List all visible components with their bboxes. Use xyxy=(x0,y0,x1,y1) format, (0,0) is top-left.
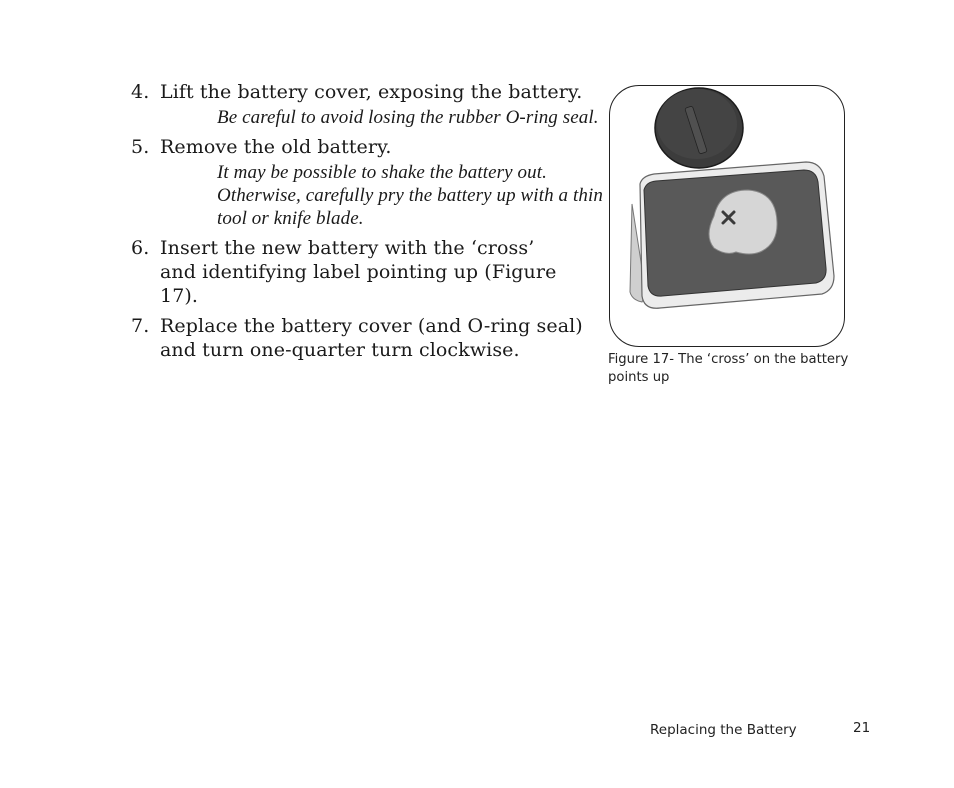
step-text: Replace the battery cover (and O-ring seal) and turn one-quarter turn clockwise. xyxy=(160,315,583,361)
instruction-steps xyxy=(131,80,611,368)
battery-device-illustration xyxy=(610,86,844,346)
step-6 xyxy=(131,236,611,308)
step-number: 7. xyxy=(131,315,150,337)
step-text: Insert the new battery with the ‘cross’ and identifying label pointing up (Figure 17). xyxy=(160,237,557,307)
page-number: 21 xyxy=(853,720,871,736)
step-7 xyxy=(131,314,611,362)
battery-cover-icon xyxy=(655,88,743,168)
step-note: It may be possible to shake the battery out. Otherwise, carefully pry the battery up with a thin tool or knife blade. xyxy=(217,162,603,229)
step-text: Lift the battery cover, exposing the battery. xyxy=(160,81,583,103)
step-number: 4. xyxy=(131,81,150,103)
step-note: Be careful to avoid losing the rubber O-ring seal. xyxy=(217,107,599,128)
footer-section-title: Replacing the Battery xyxy=(650,722,797,738)
step-number: 6. xyxy=(131,237,150,259)
figure-caption: Figure 17- The ‘cross’ on the battery points up xyxy=(608,352,849,385)
figure-17-frame xyxy=(609,85,845,347)
step-5 xyxy=(131,135,611,230)
device-body-icon xyxy=(630,162,834,308)
step-number: 5. xyxy=(131,136,150,158)
step-4 xyxy=(131,80,611,129)
step-text: Remove the old battery. xyxy=(160,136,392,158)
